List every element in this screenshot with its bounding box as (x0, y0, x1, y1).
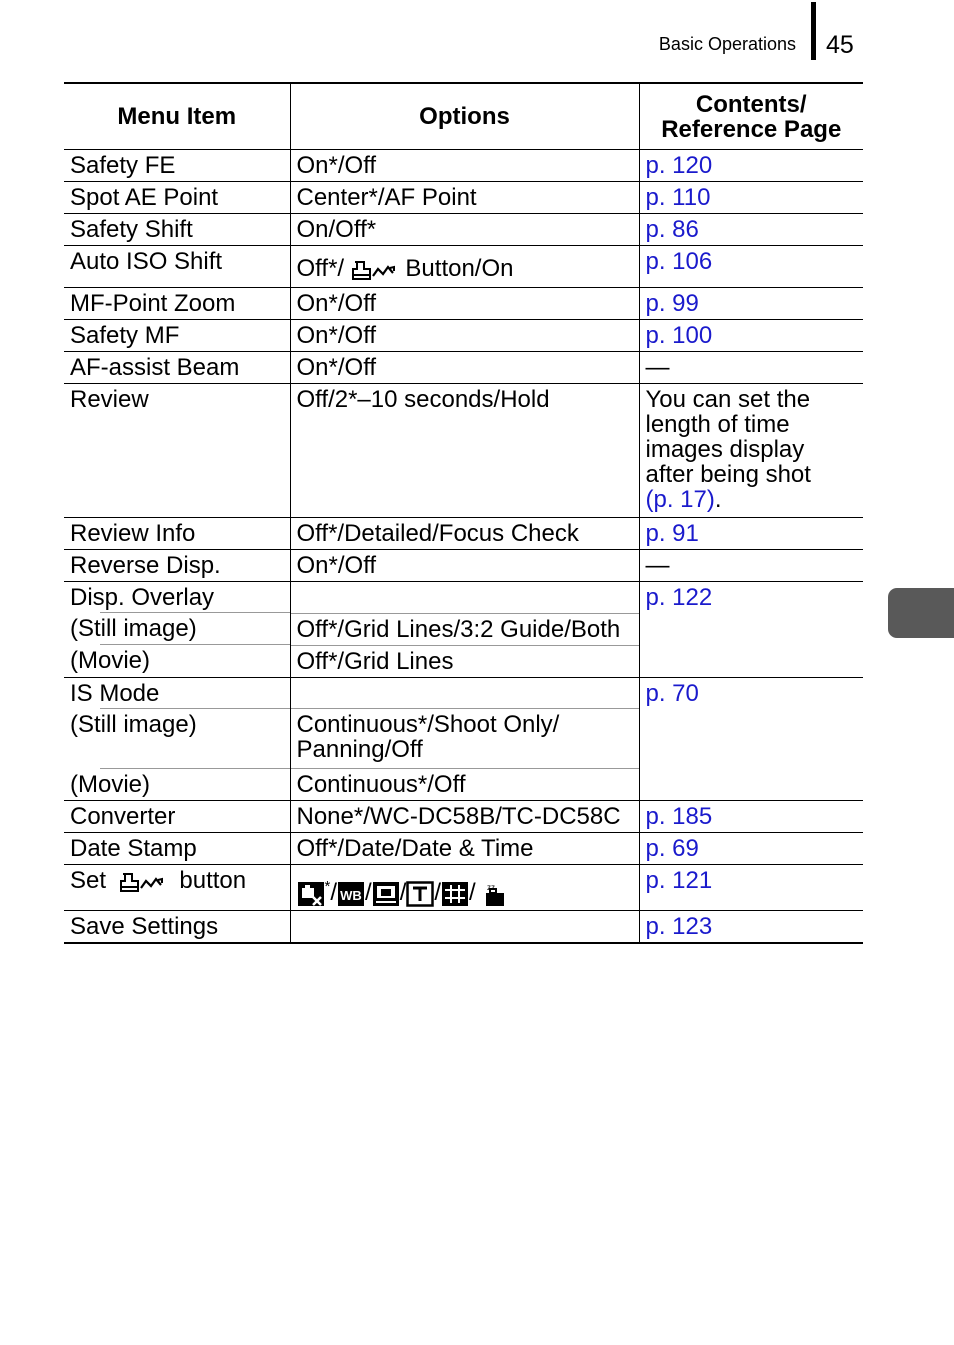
options-value: Continuous*/Shoot Only/ Panning/Off (290, 709, 639, 769)
page-number: 45 (826, 31, 854, 59)
options-value: On*/Off (290, 320, 639, 352)
menu-item-label: Reverse Disp. (64, 550, 290, 582)
table-row (64, 801, 863, 833)
print-share-button-icon (119, 871, 167, 893)
menu-item-label: Disp. Overlay (64, 582, 290, 614)
options-value: Off*/Date/Date & Time (290, 833, 639, 865)
reference-link[interactable]: p. 123 (639, 910, 863, 943)
table-row (64, 677, 863, 709)
chapter-tab (888, 588, 954, 638)
menu-item-label: Safety Shift (64, 214, 290, 246)
table-row (64, 320, 863, 352)
table-row (64, 352, 863, 384)
table-row (64, 518, 863, 550)
options-value (290, 910, 639, 943)
table-row (64, 833, 863, 865)
reference-link[interactable]: (p. 17) (645, 486, 715, 513)
options-value: None*/WC-DC58B/TC-DC58C (290, 801, 639, 833)
menu-settings-table (64, 82, 863, 944)
options-value: Off*/Detailed/Focus Check (290, 518, 639, 550)
reference-link[interactable]: p. 110 (639, 182, 863, 214)
options-value: Off/2*–10 seconds/Hold (290, 384, 639, 518)
options-value: On*/Off (290, 550, 639, 582)
menu-item-label: AF-assist Beam (64, 352, 290, 384)
menu-item-label: Date Stamp (64, 833, 290, 865)
options-value: On*/Off (290, 352, 639, 384)
reference-link[interactable]: p. 121 (639, 865, 863, 911)
custom-white-balance-icon (372, 881, 400, 907)
print-share-button-icon (351, 259, 399, 281)
table-row (64, 910, 863, 943)
reference-link[interactable]: p. 70 (639, 677, 863, 801)
red-eye-correction-icon (406, 881, 434, 907)
reference-link[interactable]: p. 100 (639, 320, 863, 352)
reference-value: — (639, 352, 863, 384)
reference-link[interactable]: p. 120 (639, 150, 863, 182)
reference-link[interactable]: p. 122 (639, 582, 863, 678)
column-header-contents: Contents/ Reference Page (639, 83, 863, 150)
menu-item-label: IS Mode (64, 677, 290, 709)
submenu-item-label: (Still image) (64, 613, 290, 645)
reference-link[interactable]: p. 99 (639, 288, 863, 320)
menu-item-label: Set button (64, 865, 290, 911)
submenu-item-label: (Still image) (64, 709, 290, 769)
table-row (64, 150, 863, 182)
menu-item-label: Auto ISO Shift (64, 246, 290, 288)
reference-value: — (639, 550, 863, 582)
reference-link[interactable]: p. 185 (639, 801, 863, 833)
table-row (64, 865, 863, 911)
menu-item-label: Converter (64, 801, 290, 833)
table-row (64, 550, 863, 582)
table-row (64, 246, 863, 288)
options-value: Continuous*/Off (290, 769, 639, 801)
reference-link[interactable]: p. 106 (639, 246, 863, 288)
options-value: Off*/Grid Lines (290, 645, 639, 677)
menu-item-label: MF-Point Zoom (64, 288, 290, 320)
table-row (64, 214, 863, 246)
options-value: Off*/Grid Lines/3:2 Guide/Both (290, 613, 639, 645)
reference-link[interactable]: p. 91 (639, 518, 863, 550)
reference-description: You can set the length of time images display after being shot (p. 17). (639, 384, 863, 518)
submenu-item-label: (Movie) (64, 645, 290, 677)
header-divider (811, 2, 816, 60)
reference-link[interactable]: p. 69 (639, 833, 863, 865)
table-row (64, 582, 863, 614)
section-title: Basic Operations (658, 34, 796, 54)
svg-text:WB: WB (340, 887, 362, 903)
table-row (64, 288, 863, 320)
table-row (64, 384, 863, 518)
options-value (290, 677, 639, 709)
menu-item-label: Safety MF (64, 320, 290, 352)
options-value: */ WB / / / / zz (290, 865, 639, 911)
grid-icon (441, 881, 469, 907)
menu-item-label: Safety FE (64, 150, 290, 182)
menu-item-label: Review Info (64, 518, 290, 550)
column-header-options: Options (290, 83, 639, 150)
menu-item-label: Save Settings (64, 910, 290, 943)
menu-item-label: Review (64, 384, 290, 518)
no-icon-assigned-icon (297, 881, 325, 907)
options-value: On*/Off (290, 150, 639, 182)
table-row (64, 182, 863, 214)
display-off-icon (482, 881, 508, 907)
options-value: On/Off* (290, 214, 639, 246)
options-value: Center*/AF Point (290, 182, 639, 214)
menu-item-label: Spot AE Point (64, 182, 290, 214)
svg-text:zz: zz (487, 882, 496, 892)
column-header-menu-item: Menu Item (64, 83, 290, 150)
options-value (290, 582, 639, 614)
reference-link[interactable]: p. 86 (639, 214, 863, 246)
submenu-item-label: (Movie) (64, 769, 290, 801)
table-header-row (64, 83, 863, 150)
options-value: On*/Off (290, 288, 639, 320)
white-balance-icon (337, 881, 365, 907)
options-value: Off*/ Button/On (290, 246, 639, 288)
